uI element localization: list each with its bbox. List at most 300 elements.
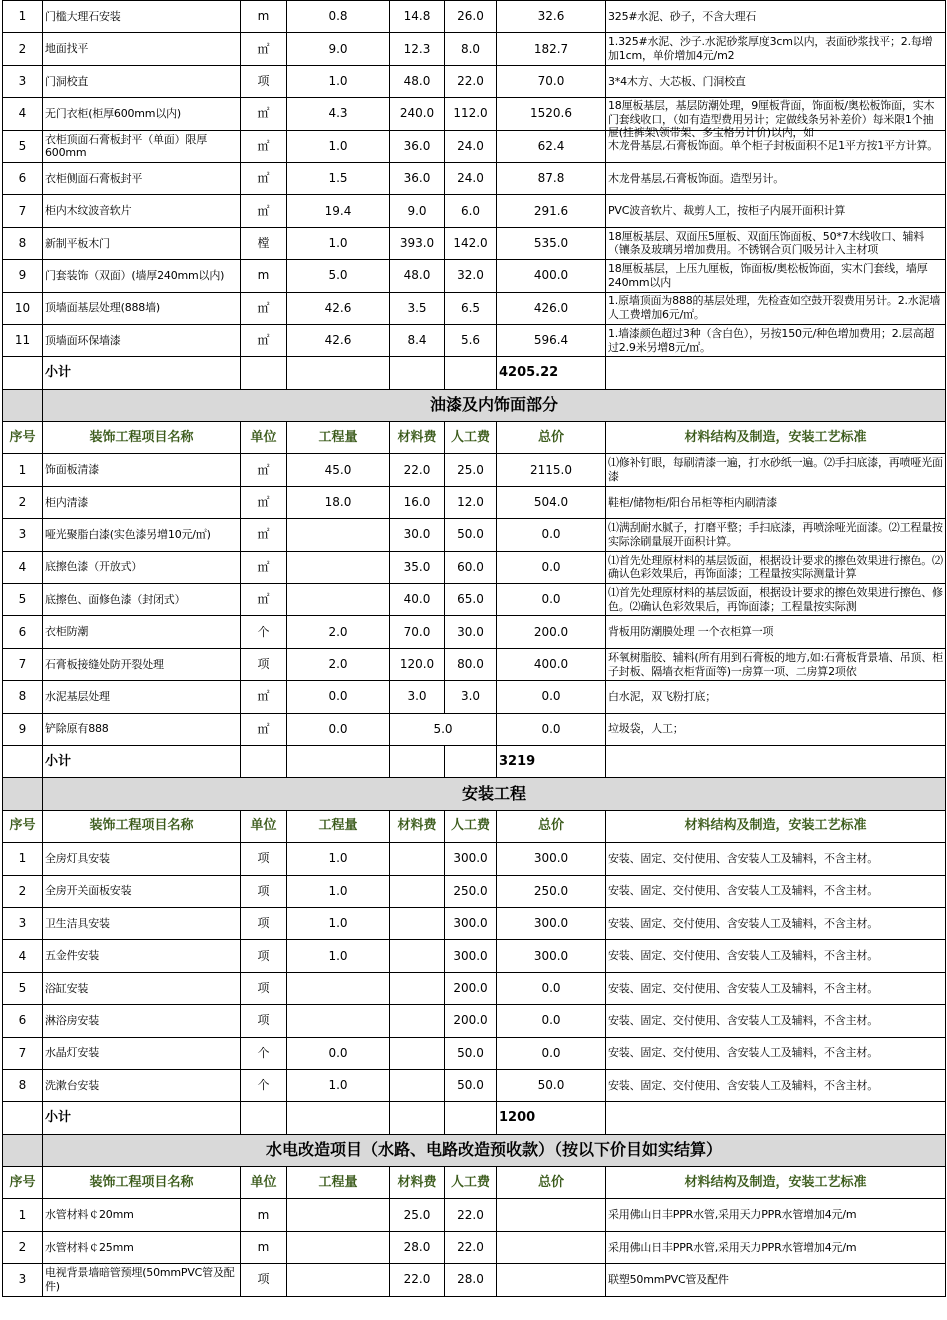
item-name: [43, 681, 241, 713]
col-item-name: 装饰工程项目名称: [43, 422, 241, 454]
row-number: 9: [3, 713, 43, 745]
item-name-text: 石膏板接缝处防开裂处理: [45, 657, 164, 671]
col-item-name: 装饰工程项目名称: [43, 1167, 241, 1199]
subtotal-blank: [606, 357, 946, 389]
section-title: 水电改造项目（水路、电路改造预收款）（按以下价目如实结算）: [43, 1134, 946, 1166]
table-row: [3, 33, 946, 65]
item-total: 0.0: [497, 584, 606, 616]
item-description-text: 安装、固定、交付使用、含安装人工及辅料，不含主材。: [608, 949, 878, 963]
item-qty: 1.0: [287, 130, 390, 162]
subtotal-label: 小计: [43, 745, 241, 777]
row-number: 3: [3, 519, 43, 551]
row-number: 8: [3, 1069, 43, 1101]
item-unit: ㎡: [241, 713, 287, 745]
item-material: 48.0: [390, 260, 445, 292]
item-unit: 项: [241, 875, 287, 907]
item-total: 182.7: [497, 33, 606, 65]
item-total: [497, 1264, 606, 1296]
item-labor: 26.0: [445, 1, 497, 33]
item-material: 16.0: [390, 486, 445, 518]
item-name: [43, 1069, 241, 1101]
item-unit: ㎡: [241, 584, 287, 616]
item-description: [606, 1264, 946, 1296]
item-name-text: 门槛大理石安装: [45, 9, 121, 23]
subtotal-blank: [3, 745, 43, 777]
col-no: 序号: [3, 1167, 43, 1199]
item-description-text: 18厘板基层、双面压5厘板、双面压饰面板、50*7木线收口、辅料（镶条及玻璃另增加费用。不锈钢合页门吸另计入主材项: [608, 229, 925, 257]
col-unit: 单位: [241, 810, 287, 842]
item-material: 36.0: [390, 130, 445, 162]
item-description-text: 安装、固定、交付使用、含安装人工及辅料，不含主材。: [608, 851, 878, 865]
col-labor: 人工费: [445, 1167, 497, 1199]
section-title-row: [3, 1134, 946, 1166]
item-labor: 32.0: [445, 260, 497, 292]
item-name-text: 顶墙面基层处理(888墙): [45, 301, 160, 315]
col-description: 材料结构及制造，安装工艺标准: [606, 810, 946, 842]
item-unit: 樘: [241, 227, 287, 259]
row-number: 7: [3, 648, 43, 680]
item-total: 2115.0: [497, 454, 606, 486]
item-description: [606, 1199, 946, 1231]
row-number: 4: [3, 940, 43, 972]
row-number: 5: [3, 584, 43, 616]
item-description: [606, 454, 946, 486]
item-material: 30.0: [390, 519, 445, 551]
item-description-text: ⑴首先处理原材料的基层饭面，根据设计要求的擦色效果进行擦色。⑵确认色彩效果后，再饰面漆；工程量按实际测量计算: [608, 553, 943, 581]
item-name-text: 门洞校直: [45, 74, 89, 88]
item-material: [390, 843, 445, 875]
table-row: [3, 195, 946, 227]
row-number: 1: [3, 1199, 43, 1231]
item-description-text: ⑴修补钉眼，每刷清漆一遍，打水砂纸一遍。⑵手扫底漆，再喷哑光面漆: [608, 456, 943, 484]
item-name-text: 卫生洁具安装: [45, 916, 110, 930]
row-number: 6: [3, 162, 43, 194]
item-description: [606, 1037, 946, 1069]
item-name: [43, 875, 241, 907]
item-unit: 项: [241, 972, 287, 1004]
table-row: [3, 907, 946, 939]
row-number: 8: [3, 681, 43, 713]
subtotal-blank: [445, 1102, 497, 1134]
item-qty: 18.0: [287, 486, 390, 518]
item-description-text: 1.原墙顶面为888的基层处理，先检查如空鼓开裂费用另计。2.水泥墙人工费增加6元/㎡。: [608, 294, 941, 322]
row-number: 10: [3, 292, 43, 324]
item-unit: 项: [241, 1264, 287, 1296]
item-name-text: 门套装饰（双面）(墙厚240mm以内): [45, 268, 225, 282]
col-material: 材料费: [390, 810, 445, 842]
item-name-text: 浴缸安装: [45, 981, 89, 995]
col-unit: 单位: [241, 422, 287, 454]
item-qty: [287, 1231, 390, 1263]
item-material: [390, 1069, 445, 1101]
item-qty: 19.4: [287, 195, 390, 227]
item-labor: 65.0: [445, 584, 497, 616]
section-title: 安装工程: [43, 778, 946, 810]
item-description-text: 1.墙漆颜色超过3种（含白色），另按150元/种色增加费用；2.层高超过2.9米另增8元/㎡。: [608, 326, 935, 354]
item-material: 393.0: [390, 227, 445, 259]
item-labor: 24.0: [445, 162, 497, 194]
item-total: 0.0: [497, 972, 606, 1004]
item-material: [390, 940, 445, 972]
subtotal-label: 小计: [43, 1102, 241, 1134]
item-description: [606, 584, 946, 616]
column-header-row: [3, 1167, 946, 1199]
item-description: [606, 227, 946, 259]
col-description: 材料结构及制造，安装工艺标准: [606, 1167, 946, 1199]
item-unit: m: [241, 1, 287, 33]
subtotal-blank: [445, 357, 497, 389]
row-number: 6: [3, 616, 43, 648]
section-title-row: [3, 778, 946, 810]
item-name: [43, 940, 241, 972]
item-total: 0.0: [497, 1037, 606, 1069]
table-row: [3, 843, 946, 875]
col-unit: 单位: [241, 1167, 287, 1199]
item-description-text: 背板用防潮膜处理 一个衣柜算一项: [608, 625, 774, 639]
item-unit: 项: [241, 907, 287, 939]
item-labor: 24.0: [445, 130, 497, 162]
table-row: [3, 648, 946, 680]
item-name-text: 全房灯具安装: [45, 851, 110, 865]
table-row: [3, 1264, 946, 1296]
item-name: [43, 227, 241, 259]
row-number: 2: [3, 875, 43, 907]
item-unit: 个: [241, 616, 287, 648]
item-name-text: 全房开关面板安装: [45, 884, 132, 898]
item-unit: ㎡: [241, 454, 287, 486]
table-row: [3, 324, 946, 356]
item-labor: 30.0: [445, 616, 497, 648]
subtotal-blank: [445, 745, 497, 777]
item-name: [43, 1199, 241, 1231]
row-number: 1: [3, 843, 43, 875]
table-row: [3, 584, 946, 616]
table-row: [3, 227, 946, 259]
item-unit: ㎡: [241, 98, 287, 130]
item-qty: [287, 584, 390, 616]
item-qty: 2.0: [287, 616, 390, 648]
row-number: 2: [3, 33, 43, 65]
item-name: [43, 648, 241, 680]
subtotal-blank: [287, 745, 390, 777]
item-total: 0.0: [497, 713, 606, 745]
item-description: [606, 616, 946, 648]
table-row: [3, 519, 946, 551]
item-name: [43, 324, 241, 356]
item-name: [43, 1231, 241, 1263]
subtotal-value: 1200: [497, 1102, 606, 1134]
row-number: 2: [3, 486, 43, 518]
table-row: [3, 940, 946, 972]
item-qty: 2.0: [287, 648, 390, 680]
item-name-text: 水管材料￠20mm: [45, 1208, 134, 1222]
item-material: 9.0: [390, 195, 445, 227]
item-unit: ㎡: [241, 130, 287, 162]
item-unit: 项: [241, 940, 287, 972]
item-material: [390, 972, 445, 1004]
column-header-row: [3, 422, 946, 454]
item-material: 14.8: [390, 1, 445, 33]
item-description-text: 安装、固定、交付使用、含安装人工及辅料，不含主材。: [608, 1013, 878, 1027]
item-qty: 42.6: [287, 292, 390, 324]
item-name: [43, 519, 241, 551]
col-total: 总价: [497, 1167, 606, 1199]
item-name: [43, 907, 241, 939]
subtotal-row: [3, 357, 946, 389]
item-unit: ㎡: [241, 162, 287, 194]
item-name-text: 底擦色、面修色漆（封闭式）: [45, 592, 186, 606]
table-row: [3, 1199, 946, 1231]
table-row: [3, 98, 946, 130]
item-qty: [287, 519, 390, 551]
item-total: 87.8: [497, 162, 606, 194]
table-row: [3, 65, 946, 97]
item-description-text: ⑴首先处理原材料的基层饭面，根据设计要求的擦色效果进行擦色、修色。⑵确认色彩效果后，再饰面漆；工程量按实际测: [608, 585, 943, 613]
item-name-text: 铲除原有888: [45, 722, 109, 736]
item-material: 8.4: [390, 324, 445, 356]
item-unit: m: [241, 1231, 287, 1263]
item-total: 300.0: [497, 907, 606, 939]
table-row: [3, 1005, 946, 1037]
item-description-text: ⑴满刮耐水腻子，打磨平整；手扫底漆，再喷涂哑光面漆。⑵工程量按实际涂刷量展开面积计算。: [608, 521, 943, 548]
item-description-text: 安装、固定、交付使用、含安装人工及辅料，不含主材。: [608, 916, 878, 930]
row-number: 3: [3, 907, 43, 939]
item-labor: 22.0: [445, 65, 497, 97]
item-description: [606, 486, 946, 518]
item-description-text: 3*4木方、大芯板、门洞校直: [608, 74, 746, 88]
item-description-text: 木龙骨基层,石膏板饰面。造型另计。: [608, 171, 785, 185]
item-total: 400.0: [497, 260, 606, 292]
item-name: [43, 65, 241, 97]
col-qty: 工程量: [287, 810, 390, 842]
item-description-text: 18厘板基层，上压九厘板，饰面板/奥松板饰面，实木门套线，墙厚240mm以内: [608, 262, 928, 289]
subtotal-blank: [241, 357, 287, 389]
item-name: [43, 972, 241, 1004]
item-qty: 1.0: [287, 907, 390, 939]
col-material: 材料费: [390, 422, 445, 454]
col-description: 材料结构及制造，安装工艺标准: [606, 422, 946, 454]
item-total: 0.0: [497, 519, 606, 551]
section-blank-cell: [3, 1134, 43, 1166]
item-name: [43, 616, 241, 648]
col-item-name: 装饰工程项目名称: [43, 810, 241, 842]
item-description: [606, 940, 946, 972]
item-name-text: 底擦色漆（开放式）: [45, 560, 143, 574]
item-description-text: 安装、固定、交付使用、含安装人工及辅料，不含主材。: [608, 884, 878, 898]
item-name-text: 柜内木纹波音软片: [45, 204, 132, 218]
row-number: 4: [3, 551, 43, 583]
subtotal-blank: [3, 357, 43, 389]
item-qty: 1.0: [287, 227, 390, 259]
table-row: [3, 454, 946, 486]
item-material: 3.5: [390, 292, 445, 324]
item-total: 596.4: [497, 324, 606, 356]
item-unit: 项: [241, 648, 287, 680]
table-row: [3, 681, 946, 713]
item-description: [606, 33, 946, 65]
item-qty: [287, 1264, 390, 1296]
section-blank-cell: [3, 778, 43, 810]
item-labor: 25.0: [445, 454, 497, 486]
row-number: 2: [3, 1231, 43, 1263]
table-row: [3, 486, 946, 518]
item-description: [606, 648, 946, 680]
item-name-text: 衣柜防潮: [45, 625, 89, 639]
item-total: 300.0: [497, 940, 606, 972]
item-unit: ㎡: [241, 195, 287, 227]
table-row: [3, 162, 946, 194]
col-labor: 人工费: [445, 422, 497, 454]
col-no: 序号: [3, 810, 43, 842]
item-name-text: 洗漱台安装: [45, 1078, 99, 1092]
item-labor: 50.0: [445, 1069, 497, 1101]
item-name: [43, 1264, 241, 1296]
item-labor: 142.0: [445, 227, 497, 259]
item-description: [606, 1, 946, 33]
row-number: 7: [3, 1037, 43, 1069]
item-material: 35.0: [390, 551, 445, 583]
item-total: 291.6: [497, 195, 606, 227]
table-row: [3, 616, 946, 648]
item-qty: 5.0: [287, 260, 390, 292]
item-labor: 80.0: [445, 648, 497, 680]
quote-table: [2, 0, 946, 1297]
item-material: [390, 1037, 445, 1069]
item-total: 535.0: [497, 227, 606, 259]
item-description-text: 联塑50mmPVC管及配件: [608, 1273, 729, 1287]
subtotal-blank: [390, 357, 445, 389]
row-number: 5: [3, 130, 43, 162]
item-name-text: 哑光聚脂白漆(实色漆另增10元/㎡): [45, 528, 211, 542]
item-qty: 1.5: [287, 162, 390, 194]
item-labor: 5.6: [445, 324, 497, 356]
item-description: [606, 519, 946, 551]
item-qty: 4.3: [287, 98, 390, 130]
item-name-text: 饰面板清漆: [45, 463, 99, 477]
item-description-text: 安装、固定、交付使用、含安装人工及辅料，不含主材。: [608, 1078, 878, 1092]
item-material: 240.0: [390, 98, 445, 130]
item-description: [606, 1005, 946, 1037]
item-unit: ㎡: [241, 681, 287, 713]
item-material: 40.0: [390, 584, 445, 616]
item-labor: 50.0: [445, 1037, 497, 1069]
item-name-text: 淋浴房安装: [45, 1013, 99, 1027]
item-unit: 个: [241, 1037, 287, 1069]
item-name-text: 衣柜顶面石膏板封平（单面）限厚600mm: [45, 132, 207, 160]
item-description-text: 垃圾袋，人工；: [608, 722, 684, 736]
row-number: 5: [3, 972, 43, 1004]
item-description: [606, 681, 946, 713]
item-total: 1520.6: [497, 98, 606, 130]
row-number: 4: [3, 98, 43, 130]
item-name: [43, 584, 241, 616]
item-labor: 200.0: [445, 1005, 497, 1037]
item-name-text: 水泥基层处理: [45, 690, 110, 704]
item-name: [43, 454, 241, 486]
item-name: [43, 1037, 241, 1069]
item-description-text: 采用佛山日丰PPR水管,采用天力PPR水管增加4元/m: [608, 1240, 857, 1254]
item-material: 25.0: [390, 1199, 445, 1231]
subtotal-blank: [287, 1102, 390, 1134]
item-name-text: 五金件安装: [45, 949, 99, 963]
item-name: [43, 260, 241, 292]
item-name-text: 顶墙面环保墙漆: [45, 333, 121, 347]
item-name-text: 新制平板木门: [45, 236, 110, 250]
item-labor: 112.0: [445, 98, 497, 130]
item-name: [43, 1005, 241, 1037]
row-number: 3: [3, 1264, 43, 1296]
col-total: 总价: [497, 422, 606, 454]
item-unit: 项: [241, 65, 287, 97]
item-qty: 1.0: [287, 1069, 390, 1101]
item-description: [606, 260, 946, 292]
item-description: [606, 843, 946, 875]
table-row: [3, 875, 946, 907]
item-total: [497, 1199, 606, 1231]
subtotal-blank: [606, 1102, 946, 1134]
item-material: [390, 1005, 445, 1037]
col-qty: 工程量: [287, 422, 390, 454]
item-total: 400.0: [497, 648, 606, 680]
item-unit: 项: [241, 1005, 287, 1037]
subtotal-label: 小计: [43, 357, 241, 389]
item-description: [606, 972, 946, 1004]
item-description-text: 白水泥，双飞粉打底；: [608, 690, 716, 704]
item-qty: [287, 551, 390, 583]
item-description-text: 325#水泥、砂子，不含大理石: [608, 9, 757, 23]
item-unit: m: [241, 260, 287, 292]
item-unit: ㎡: [241, 324, 287, 356]
table-row: [3, 972, 946, 1004]
item-name: [43, 162, 241, 194]
item-labor: 250.0: [445, 875, 497, 907]
item-material: 70.0: [390, 616, 445, 648]
item-name-text: 无门衣柜(柜厚600mm以内): [45, 106, 182, 120]
item-name: [43, 843, 241, 875]
subtotal-value: 3219: [497, 745, 606, 777]
item-labor: 200.0: [445, 972, 497, 1004]
col-labor: 人工费: [445, 810, 497, 842]
item-labor: 6.5: [445, 292, 497, 324]
item-description-text: 环氧树脂胶、辅料(所有用到石膏板的地方,如:石膏板背景墙、吊顶、柜子封板、隔墙衣柜背面等)一房算一项、二房算2项依: [608, 650, 943, 678]
row-number: 3: [3, 65, 43, 97]
item-description-text: PVC波音软片、裁剪人工，按柜子内展开面积计算: [608, 204, 846, 218]
item-description: [606, 98, 946, 140]
item-labor: 22.0: [445, 1231, 497, 1263]
item-description-text: 安装、固定、交付使用、含安装人工及辅料，不含主材。: [608, 1046, 878, 1060]
item-qty: [287, 972, 390, 1004]
item-name: [43, 713, 241, 745]
item-name: [43, 551, 241, 583]
item-total: 32.6: [497, 1, 606, 33]
table-row: [3, 1, 946, 33]
subtotal-blank: [3, 1102, 43, 1134]
item-material: 3.0: [390, 681, 445, 713]
item-description: [606, 1069, 946, 1101]
table-row: [3, 292, 946, 324]
item-description-text: 18厘板基层，基层防潮处理，9厘板背面，饰面板/奥松板饰面，实木门套线收口，（如有造型费用另计；定做线条另补差价）每米限1个抽屉(挂裤架\领带架、多宝格另计价)以内，如: [608, 98, 935, 140]
item-qty: 0.0: [287, 1037, 390, 1069]
row-number: 1: [3, 1, 43, 33]
item-description: [606, 551, 946, 583]
item-labor: 6.0: [445, 195, 497, 227]
item-total: 426.0: [497, 292, 606, 324]
item-qty: 0.0: [287, 713, 390, 745]
table-row: [3, 1069, 946, 1101]
col-qty: 工程量: [287, 1167, 390, 1199]
item-total: 0.0: [497, 1005, 606, 1037]
item-labor: 300.0: [445, 907, 497, 939]
